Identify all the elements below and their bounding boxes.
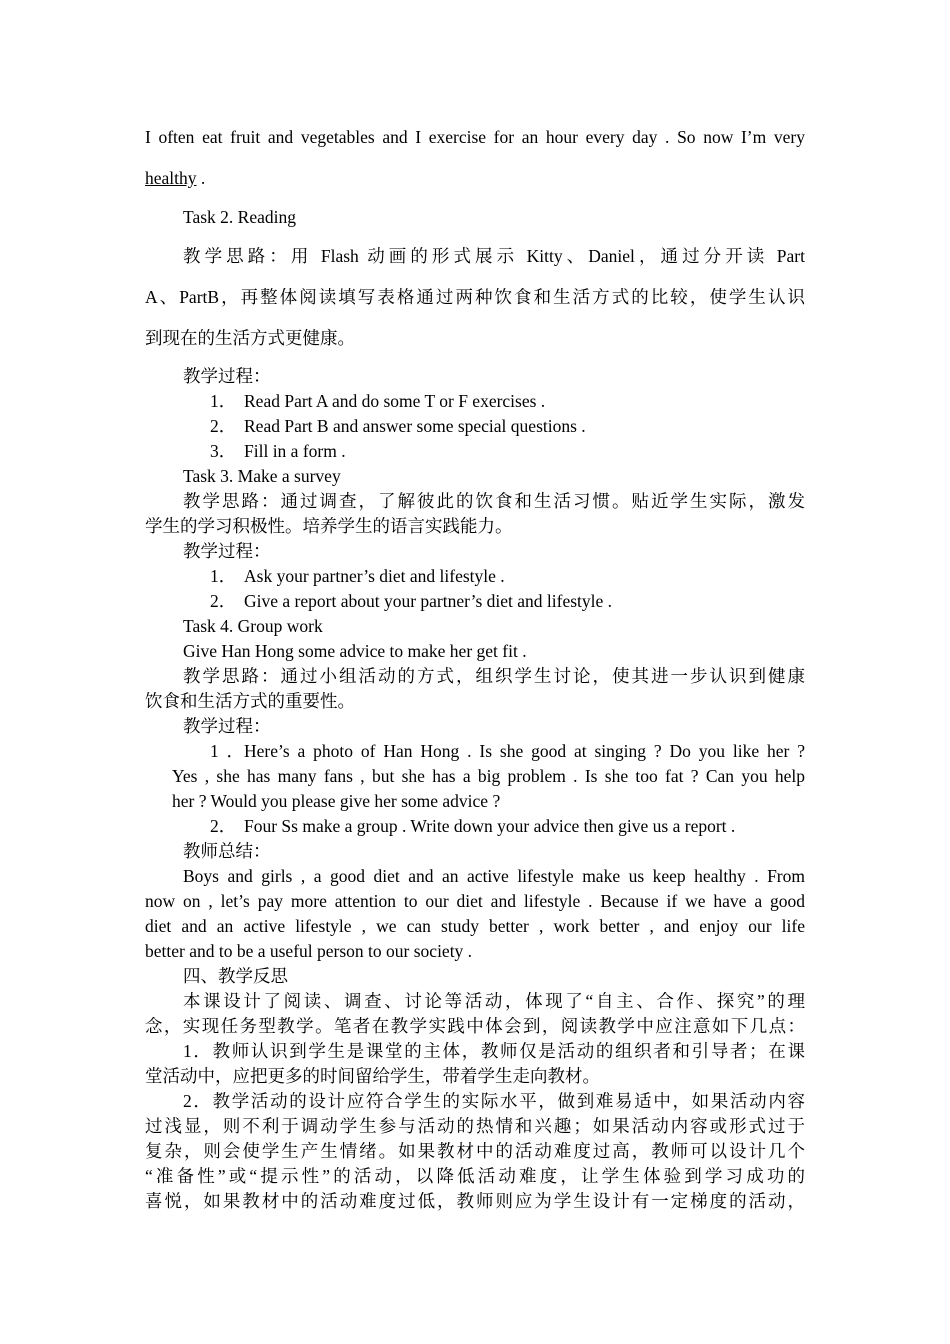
section-heading: 四、教学反思 [183,966,288,986]
list-text: Four Ss make a group . Write down your advice then give us a report . [244,816,736,836]
text-line: 过浅显，则不利于调动学生参与活动的热情和兴趣；如果活动内容或形式过于 [145,1116,805,1136]
list-item [210,739,805,763]
underlined-word: healthy [145,168,197,188]
text-line: better and to be a useful person to our society . [145,941,473,961]
text-line: 念，实现任务型教学。笔者在教学实践中体会到，阅读教学中应注意如下几点： [145,1016,805,1036]
text-line: 教学思路：通过小组活动的方式，组织学生讨论，使其进一步认识到健康 [183,666,805,686]
text-line: I often eat fruit and vegetables and I exercise for an hour every day . So now I’m very [145,127,805,147]
list-item [210,564,805,588]
list-number: 1． [210,741,244,761]
text-line: Give Han Hong some advice to make her get fit . [183,641,527,661]
list-text: Read Part B and answer some special questions . [244,416,586,436]
list-item [210,814,805,838]
text-line: now on , let’s pay more attention to our diet and lifestyle . Because if we have a good [145,891,805,911]
text-line: 复杂，则会使学生产生情绪。如果教材中的活动难度过高，教师可以设计几个 [145,1141,805,1161]
subheading: 教学过程： [183,716,271,736]
list-text: Ask your partner’s diet and lifestyle . [244,566,505,586]
text-line: diet and an active lifestyle , we can study better , work better , and enjoy our life [145,916,805,936]
text-line: 2．教学活动的设计应符合学生的实际水平，做到难易适中，如果活动内容 [183,1091,805,1111]
list-item [210,414,805,438]
text-line [145,166,805,190]
list-text: Fill in a form . [244,441,346,461]
text-fragment: . [196,168,206,188]
text-line: 1．教师认识到学生是课堂的主体，教师仅是活动的组织者和引导者；在课 [183,1041,805,1061]
list-text: Here’s a photo of Han Hong . Is she good at singing ? Do you like her ? [244,741,805,761]
text-line: 喜悦，如果教材中的活动难度过低，教师则应为学生设计有一定梯度的活动， [145,1191,805,1211]
list-number: 1． [210,566,237,586]
subheading: 教学过程： [183,541,271,561]
text-line: 饮食和生活方式的重要性。 [145,691,355,711]
text-line: 教学思路：通过调查，了解彼此的饮食和生活习惯。贴近学生实际，激发 [183,491,805,511]
list-text: Give a report about your partner’s diet and lifestyle . [244,591,613,611]
text-line: “准备性”或“提示性”的活动，以降低活动难度，让学生体验到学习成功的 [145,1166,805,1186]
list-item [210,589,805,613]
list-number: 2． [210,416,237,436]
text-line: 本课设计了阅读、调查、讨论等活动，体现了“自主、合作、探究”的理 [183,991,805,1011]
list-item [210,389,805,413]
text-line: Yes , she has many fans , but she has a big problem . Is she too fat ? Can you help [172,766,805,786]
list-item [210,439,805,463]
text-line: her ? Would you please give her some advice ? [172,791,501,811]
list-text: Read Part A and do some T or F exercises . [244,391,546,411]
text-line: 堂活动中，应把更多的时间留给学生，带着学生走向教材。 [145,1066,600,1086]
text-line: 教学思路：用 Flash 动画的形式展示 Kitty、Daniel，通过分开读 Part [183,246,805,266]
text-line: 学生的学习积极性。培养学生的语言实践能力。 [145,516,513,536]
list-number: 3． [210,441,237,461]
section-heading: Task 3. Make a survey [183,466,341,486]
subheading: 教学过程： [183,366,271,386]
text-line: A、PartB，再整体阅读填写表格通过两种饮食和生活方式的比较，使学生认识 [145,287,805,307]
section-heading: Task 4. Group work [183,616,323,636]
list-number: 1． [210,391,237,411]
list-number: 2． [210,591,237,611]
subheading: 教师总结： [183,841,271,861]
list-number: 2． [210,816,237,836]
text-line: Boys and girls , a good diet and an active lifestyle make us keep healthy . From [183,866,805,886]
text-line: 到现在的生活方式更健康。 [145,328,355,348]
section-heading: Task 2. Reading [183,207,296,227]
